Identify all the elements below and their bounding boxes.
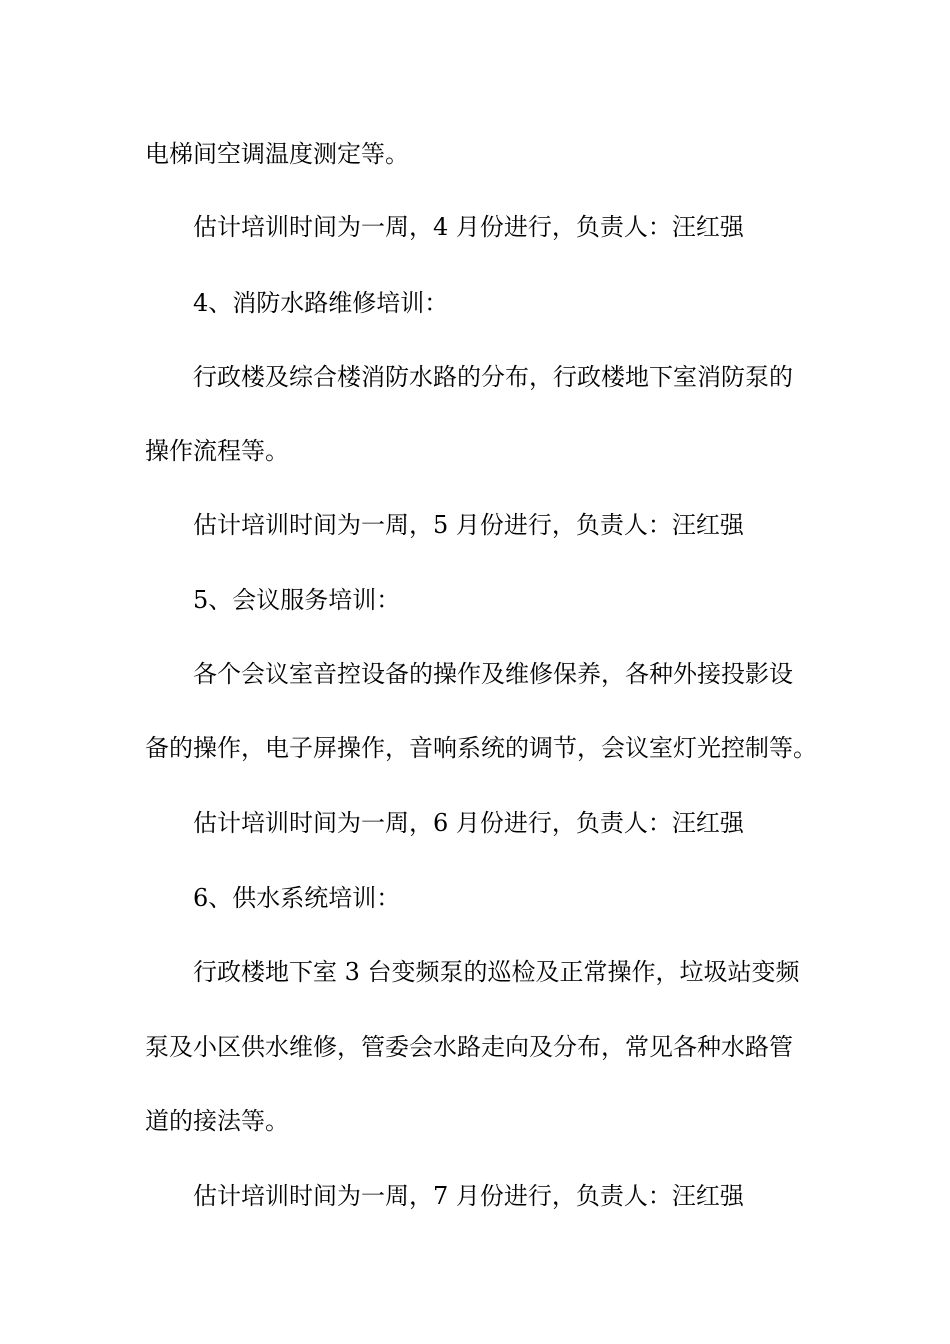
paragraph-line: 道的接法等。 <box>145 1107 289 1135</box>
paragraph-line: 行政楼地下室 3 台变频泵的巡检及正常操作，垃圾站变频 <box>193 958 800 986</box>
paragraph-line: 估计培训时间为一周，7 月份进行，负责人：汪红强 <box>193 1182 744 1210</box>
paragraph-line: 泵及小区供水维修，管委会水路走向及分布，常见各种水路管 <box>145 1033 793 1061</box>
paragraph-line: 操作流程等。 <box>145 437 289 465</box>
paragraph-line: 估计培训时间为一周，5 月份进行，负责人：汪红强 <box>193 511 744 539</box>
section-heading: 4、消防水路维修培训： <box>193 289 449 317</box>
paragraph-line: 行政楼及综合楼消防水路的分布，行政楼地下室消防泵的 <box>193 363 793 391</box>
section-heading: 6、供水系统培训： <box>193 884 401 912</box>
paragraph-line: 备的操作，电子屏操作，音响系统的调节，会议室灯光控制等。 <box>145 734 817 762</box>
paragraph-line: 各个会议室音控设备的操作及维修保养，各种外接投影设 <box>193 660 793 688</box>
paragraph-line: 估计培训时间为一周，4 月份进行，负责人：汪红强 <box>193 213 744 241</box>
paragraph-line: 电梯间空调温度测定等。 <box>145 140 409 168</box>
section-heading: 5、会议服务培训： <box>193 586 401 614</box>
paragraph-line: 估计培训时间为一周，6 月份进行，负责人：汪红强 <box>193 809 744 837</box>
